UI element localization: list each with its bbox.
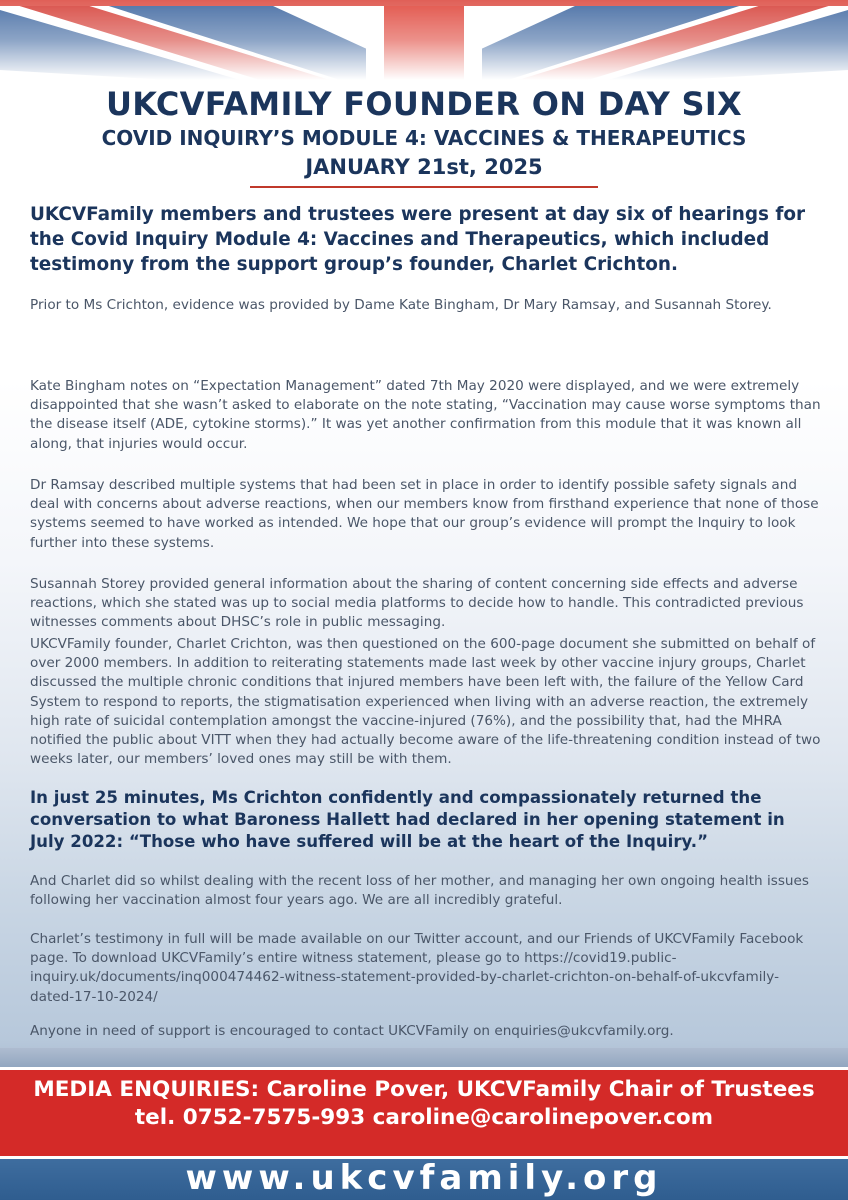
body-paragraph: Anyone in need of support is encouraged to contact UKCVFamily on enquiries@ukcvfamily.org. [30, 1023, 674, 1039]
union-jack-banner [0, 0, 848, 80]
body-paragraph: Kate Bingham notes on “Expectation Management” dated 7th May 2020 were displayed, and we were extremely disappointed that she wasn’t asked to elaborate on the note stating, “Vaccination may cause worse symptoms than the disease itself (ADE, cytokine storms).” It was yet another confirmation from this module that it was known all along, that injuries would occur. [30, 378, 821, 452]
media-enquiries-line: MEDIA ENQUIRIES: Caroline Pover, UKCVFamily Chair of Trustees [33, 1077, 815, 1102]
page-title: UKCVFAMILY FOUNDER ON DAY SIX [105, 85, 743, 123]
body-paragraph: Dr Ramsay described multiple systems that had been set in place in order to identify possible safety signals and deal with concerns about adverse reactions, when our members know from firsthand experience that none of those systems seemed to have worked as intended. We hope that our group’s evidence will prompt the Inquiry to look further into these systems. [30, 477, 819, 551]
website-link[interactable]: www.ukcvfamily.org [185, 1158, 663, 1198]
body-paragraph: Charlet’s testimony in full will be made available on our Twitter account, and our Friends of UKCVFamily Facebook page. To download UKCVFamily’s entire witness statement, please go to https://covid19.public-inquiry.uk/documents/inq000474462-witness-statement-provided-by-charlet-crichton-on-behalf-of-ukcvfamily-dated-17-10-2024/ [30, 931, 804, 1005]
body-paragraph: Prior to Ms Crichton, evidence was provided by Dame Kate Bingham, Dr Mary Ramsay, and Susannah Storey. [30, 297, 772, 313]
body-paragraph: Susannah Storey provided general information about the sharing of content concerning side effects and adverse reactions, which she stated was up to social media platforms to decide how to handle. This contradicted previous witnesses comments about DHSC’s role in public messaging. [30, 576, 804, 631]
body-paragraph: UKCVFamily founder, Charlet Crichton, was then questioned on the 600-page document she submitted on behalf of over 2000 members. In addition to reiterating statements made last week by other vaccine injury groups, Charlet discussed the multiple chronic conditions that injured members have been left with, the failure of the Yellow Card System to respond to reports, the stigmatisation experienced when living with an adverse reaction, the extremely high rate of suicidal contemplation amongst the vaccine-injured (76%), and the possibility that, had the MHRA notified the public about VITT when they had actually become aware of the life-threatening condition instead of two weeks later, our members’ loved ones may still be with them. [30, 636, 821, 768]
title-divider [250, 186, 598, 188]
page-subtitle: COVID INQUIRY’S MODULE 4: VACCINES & THERAPEUTICS [101, 126, 747, 150]
body-paragraph: And Charlet did so whilst dealing with the recent loss of her mother, and managing her own ongoing health issues following her vaccination almost four years ago. We are all incredibly grateful. [30, 873, 809, 909]
lead-paragraph: UKCVFamily members and trustees were present at day six of hearings for the Covid Inquiry Module 4: Vaccines and Therapeutics, which included testimony from the support group’s founder, Charlet Crichton. [30, 204, 806, 275]
highlight-paragraph: In just 25 minutes, Ms Crichton confidently and compassionately returned the conversation to what Baroness Hallett had declared in her opening statement in July 2022: “Those who have suffered will be at the heart of the Inquiry.” [30, 788, 785, 851]
media-contact-line: tel. 0752-7575-993 caroline@carolinepover.com [134, 1105, 714, 1130]
page-date: JANUARY 21st, 2025 [305, 155, 543, 179]
